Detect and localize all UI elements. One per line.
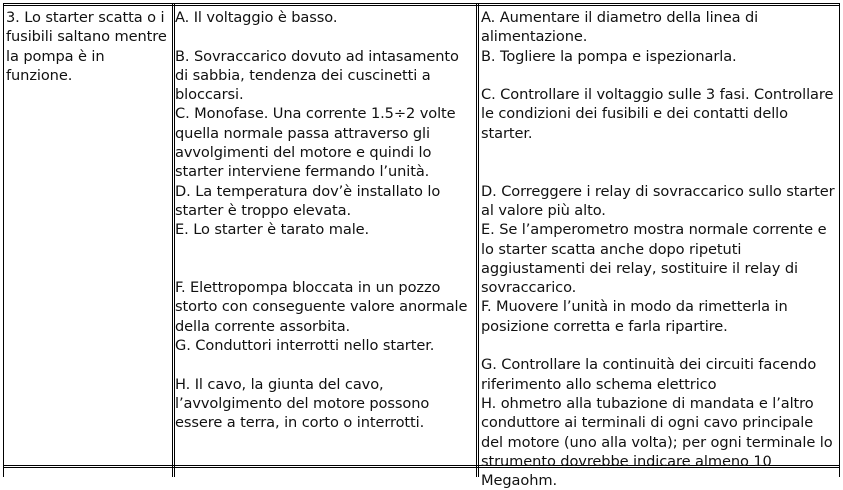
remedy-b: B. Togliere la pompa e ispezionarla. <box>481 47 737 65</box>
cause-e: E. Lo starter è tarato male. <box>175 221 370 239</box>
cause-b: B. Sovraccarico dovuto ad intasamento di sabbia, tendenza dei cuscinetti a bloccarsi. <box>175 47 464 104</box>
table-left-border <box>3 3 4 477</box>
remedy-h: H. ohmetro alla tubazione di mandata e l’altro conduttore ai terminali di ogni cavo principale del motore (uno alla volta); per ogni terminale lo strumento dovrebbe indicare almeno 10 Megaohm. <box>481 394 838 490</box>
remedies-column <box>481 8 839 490</box>
remedy-e: E. Se l’amperometro mostra normale corrente e lo starter scatta anche dopo ripetuti aggiustamenti dei relay, sostituire il relay di sovraccarico. <box>481 221 832 297</box>
cause-c: C. Monofase. Una corrente 1.5÷2 volte quella normale passa attraverso gli avvolgimenti del motore e quindi lo starter interviene fermando l’unità. <box>175 105 461 181</box>
remedy-d: D. Correggere i relay di sovraccarico sullo starter al valore più alto. <box>481 182 840 219</box>
symptom-cell <box>6 8 173 85</box>
remedy-c: C. Controllare il voltaggio sulle 3 fasi. Controllare le condizioni dei fusibili e dei contatti dello starter. <box>481 86 838 142</box>
remedy-a: A. Aumentare il diametro della linea di alimentazione. <box>481 9 763 46</box>
cause-d: D. La temperatura dov’è installato lo starter è troppo elevata. <box>175 182 445 219</box>
table-top-border <box>3 3 840 6</box>
remedy-f: F. Muovere l’unità in modo da rimetterla in posizione corretta e farla ripartire. <box>481 298 793 335</box>
symptom-text: 3. Lo starter scatta o i fusibili saltano mentre la pompa è in funzione. <box>6 9 172 84</box>
causes-column <box>175 8 475 433</box>
cause-g: G. Conduttori interrotti nello starter. <box>175 337 435 355</box>
column-divider-2 <box>476 3 479 477</box>
cause-a: A. Il voltaggio è basso. <box>175 9 338 26</box>
table-right-border <box>839 3 840 477</box>
troubleshooting-table <box>3 3 840 490</box>
cause-f: F. Elettropompa bloccata in un pozzo storto con conseguente valore anormale della corrente assorbita. <box>175 279 472 335</box>
remedy-g: G. Controllare la continuità dei circuiti facendo riferimento allo schema elettrico <box>481 356 821 393</box>
cause-h: H. Il cavo, la giunta del cavo, l’avvolgimento del motore possono essere a terra, in corto o interrotti. <box>175 375 434 432</box>
